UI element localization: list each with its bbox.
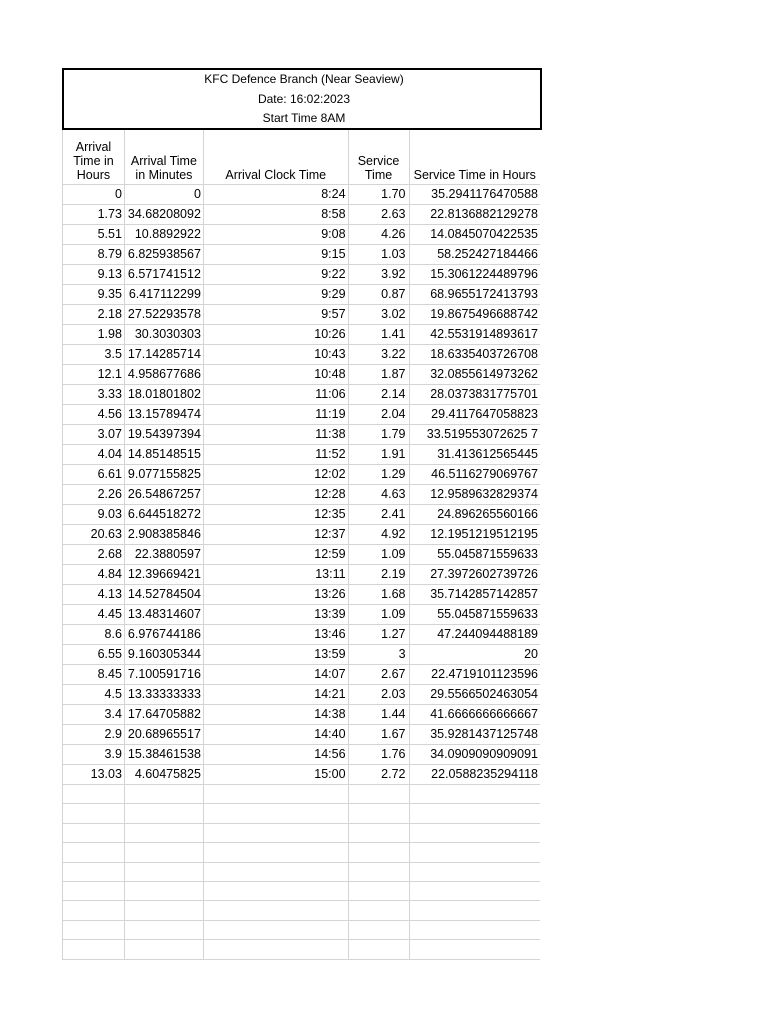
empty-cell[interactable] [348,843,409,862]
table-row [63,205,541,225]
table-row [63,585,541,605]
table-cell[interactable]: 14.0845070422535 [409,225,540,245]
table-cell[interactable]: 9:08 [203,225,348,245]
empty-cell[interactable] [409,843,540,862]
table-cell[interactable]: 29.5566502463054 [409,685,540,705]
table-cell[interactable]: 9.077155825 [124,465,203,485]
title-block [62,68,542,130]
table-row [63,325,541,345]
table-row [63,445,541,465]
branch-title: KFC Defence Branch (Near Seaview) [204,72,404,86]
table-cell[interactable]: 14:21 [203,685,348,705]
table-cell[interactable]: 14:40 [203,725,348,745]
table-row [63,545,541,565]
table-cell[interactable]: 24.896265560166 [409,505,540,525]
table-cell[interactable]: 2.9 [63,725,125,745]
table-cell[interactable]: 3.92 [348,265,409,285]
table-row [63,405,541,425]
table-cell[interactable]: 20.63 [63,525,125,545]
empty-cell[interactable] [203,920,348,939]
table-cell[interactable]: 3.4 [63,705,125,725]
table-cell[interactable]: 9.03 [63,505,125,525]
column-header[interactable]: Service Time in Hours [409,127,540,185]
table-cell[interactable]: 0 [63,185,125,205]
empty-cell[interactable] [203,862,348,881]
table-cell[interactable]: 13:46 [203,625,348,645]
header-row [63,127,541,185]
table-cell[interactable]: 1.70 [348,185,409,205]
table-cell[interactable]: 12.39669421 [124,565,203,585]
table-cell[interactable]: 42.5531914893617 [409,325,540,345]
table-cell[interactable]: 8:24 [203,185,348,205]
column-header[interactable]: Arrival Time in Minutes [124,127,203,185]
table-cell[interactable]: 1.27 [348,625,409,645]
empty-cell[interactable] [409,823,540,842]
table-cell[interactable]: 68.9655172413793 [409,285,540,305]
table-cell[interactable]: 3.5 [63,345,125,365]
table-cell[interactable]: 2.63 [348,205,409,225]
empty-cell[interactable] [203,843,348,862]
table-cell[interactable]: 2.41 [348,505,409,525]
table-cell[interactable]: 5.51 [63,225,125,245]
table-row [63,725,541,745]
table-cell[interactable]: 32.0855614973262 [409,365,540,385]
table-cell[interactable]: 0 [124,185,203,205]
empty-cell[interactable] [348,940,409,959]
empty-cell[interactable] [63,785,125,804]
table-cell[interactable]: 19.54397394 [124,425,203,445]
table-cell[interactable]: 6.55 [63,645,125,665]
table-cell[interactable]: 1.29 [348,465,409,485]
table-cell[interactable]: 10:26 [203,325,348,345]
table-row [63,425,541,445]
table-cell[interactable]: 17.64705882 [124,705,203,725]
table-row [63,345,541,365]
empty-cell[interactable] [63,843,125,862]
table-cell[interactable]: 13.15789474 [124,405,203,425]
empty-cell[interactable] [348,901,409,920]
empty-cell[interactable] [124,823,203,842]
table-cell[interactable]: 2.67 [348,665,409,685]
empty-cell[interactable] [124,901,203,920]
empty-cell[interactable] [124,804,203,823]
empty-cell[interactable] [63,804,125,823]
table-cell[interactable]: 41.6666666666667 [409,705,540,725]
table-cell[interactable]: 12:35 [203,505,348,525]
table-cell[interactable]: 58.252427184466 [409,245,540,265]
table-cell[interactable]: 13.33333333 [124,685,203,705]
table-row [63,465,541,485]
table-cell[interactable]: 35.7142857142857 [409,585,540,605]
table-cell[interactable]: 11:52 [203,445,348,465]
table-cell[interactable]: 47.244094488189 [409,625,540,645]
empty-row [63,785,541,804]
table-cell[interactable]: 4.26 [348,225,409,245]
table-cell[interactable]: 3.02 [348,305,409,325]
empty-row [63,920,541,939]
table-cell[interactable]: 15.3061224489796 [409,265,540,285]
empty-cell[interactable] [409,804,540,823]
table-cell[interactable]: 31.413612565445 [409,445,540,465]
empty-cell[interactable] [124,940,203,959]
table-cell[interactable]: 8.6 [63,625,125,645]
empty-cell[interactable] [124,881,203,900]
empty-row [63,940,541,959]
empty-cell[interactable] [203,881,348,900]
date-label: Date: 16:02:2023 [257,92,351,106]
table-row [63,285,541,305]
empty-cell[interactable] [203,901,348,920]
table-cell[interactable]: 1.09 [348,605,409,625]
table-cell[interactable]: 1.68 [348,585,409,605]
table-cell[interactable]: 4.04 [63,445,125,465]
table-cell[interactable]: 9.160305344 [124,645,203,665]
table-cell[interactable]: 13:59 [203,645,348,665]
empty-cell[interactable] [124,920,203,939]
table-cell[interactable]: 13.48314607 [124,605,203,625]
data-table [62,126,540,960]
table-cell[interactable]: 35.9281437125748 [409,725,540,745]
table-cell[interactable]: 22.4719101123596 [409,665,540,685]
table-cell[interactable]: 6.644518272 [124,505,203,525]
table-cell[interactable]: 11:06 [203,385,348,405]
table-cell[interactable]: 2.26 [63,485,125,505]
table-cell[interactable]: 3.22 [348,345,409,365]
empty-cell[interactable] [203,785,348,804]
table-cell[interactable]: 17.14285714 [124,345,203,365]
table-cell[interactable]: 10:48 [203,365,348,385]
table-row [63,265,541,285]
table-cell[interactable]: 9:29 [203,285,348,305]
empty-cell[interactable] [409,881,540,900]
table-cell[interactable]: 55.045871559633 [409,605,540,625]
table-cell[interactable]: 2.18 [63,305,125,325]
table-row [63,665,541,685]
table-row [63,745,541,765]
table-cell[interactable]: 13:39 [203,605,348,625]
table-cell[interactable]: 8:58 [203,205,348,225]
empty-cell[interactable] [63,823,125,842]
table-cell[interactable]: 10:43 [203,345,348,365]
table-row [63,685,541,705]
table-cell[interactable]: 12.9589632829374 [409,485,540,505]
table-row [63,565,541,585]
table-cell[interactable]: 29.4117647058823 [409,405,540,425]
table-cell[interactable]: 27.52293578 [124,305,203,325]
table-cell[interactable]: 2.04 [348,405,409,425]
table-cell[interactable]: 28.0373831775701 [409,385,540,405]
table-cell[interactable]: 15.38461538 [124,745,203,765]
empty-cell[interactable] [348,804,409,823]
table-cell[interactable]: 2.19 [348,565,409,585]
table-cell[interactable]: 3.33 [63,385,125,405]
empty-row [63,881,541,900]
table-cell[interactable]: 4.84 [63,565,125,585]
empty-cell[interactable] [203,804,348,823]
table-row [63,625,541,645]
table-cell[interactable]: 4.60475825 [124,765,203,785]
table-cell[interactable]: 2.72 [348,765,409,785]
empty-cell[interactable] [63,901,125,920]
empty-row [63,901,541,920]
table-cell[interactable]: 1.91 [348,445,409,465]
empty-cell[interactable] [63,881,125,900]
table-cell[interactable]: 2.908385846 [124,525,203,545]
table-cell[interactable]: 6.571741512 [124,265,203,285]
table-cell[interactable]: 55.045871559633 [409,545,540,565]
table-row [63,305,541,325]
table-row [63,225,541,245]
empty-cell[interactable] [124,862,203,881]
table-cell[interactable]: 6.976744186 [124,625,203,645]
table-cell[interactable]: 4.56 [63,405,125,425]
table-cell[interactable]: 14:07 [203,665,348,685]
empty-cell[interactable] [409,920,540,939]
table-cell[interactable]: 3 [348,645,409,665]
table-cell[interactable]: 9:57 [203,305,348,325]
table-cell[interactable]: 1.76 [348,745,409,765]
table-row [63,765,541,785]
table-cell[interactable]: 14:38 [203,705,348,725]
empty-cell[interactable] [124,785,203,804]
column-header[interactable]: Arrival Clock Time [203,127,348,185]
empty-cell[interactable] [409,785,540,804]
table-cell[interactable]: 7.100591716 [124,665,203,685]
table-cell[interactable]: 6.61 [63,465,125,485]
table-cell[interactable]: 6.825938567 [124,245,203,265]
table-cell[interactable]: 13:11 [203,565,348,585]
table-cell[interactable]: 30.3030303 [124,325,203,345]
table-cell[interactable]: 2.03 [348,685,409,705]
table-row [63,185,541,205]
empty-cell[interactable] [348,785,409,804]
table-row [63,525,541,545]
table-cell[interactable]: 13:26 [203,585,348,605]
empty-cell[interactable] [409,862,540,881]
table-cell[interactable]: 1.67 [348,725,409,745]
table-cell[interactable]: 27.3972602739726 [409,565,540,585]
table-cell[interactable]: 8.79 [63,245,125,265]
table-cell[interactable]: 9.35 [63,285,125,305]
empty-cell[interactable] [348,881,409,900]
table-cell[interactable]: 9:22 [203,265,348,285]
table-row [63,505,541,525]
table-cell[interactable]: 15:00 [203,765,348,785]
table-cell[interactable]: 4.63 [348,485,409,505]
table-cell[interactable]: 20.68965517 [124,725,203,745]
table-cell[interactable]: 1.44 [348,705,409,725]
table-cell[interactable]: 4.958677686 [124,365,203,385]
empty-row [63,804,541,823]
empty-cell[interactable] [203,940,348,959]
table-cell[interactable]: 14:56 [203,745,348,765]
table-cell[interactable]: 9.13 [63,265,125,285]
table-row [63,485,541,505]
table-cell[interactable]: 3.07 [63,425,125,445]
table-cell[interactable]: 2.68 [63,545,125,565]
table-cell[interactable]: 33.519553072625 7 [409,425,540,445]
start-time-label: Start Time 8AM [262,111,346,125]
table-cell[interactable]: 34.0909090909091 [409,745,540,765]
empty-row [63,823,541,842]
empty-cell[interactable] [409,901,540,920]
table-cell[interactable]: 35.2941176470588 [409,185,540,205]
table-cell[interactable]: 22.0588235294118 [409,765,540,785]
table-row [63,385,541,405]
empty-cell[interactable] [203,823,348,842]
empty-cell[interactable] [348,920,409,939]
table-cell[interactable]: 34.68208092 [124,205,203,225]
table-cell[interactable]: 4.13 [63,585,125,605]
table-cell[interactable]: 0.87 [348,285,409,305]
table-cell[interactable]: 3.9 [63,745,125,765]
table-cell[interactable]: 22.8136882129278 [409,205,540,225]
table-cell[interactable]: 4.92 [348,525,409,545]
table-cell[interactable]: 10.8892922 [124,225,203,245]
table-cell[interactable]: 18.01801802 [124,385,203,405]
table-cell[interactable]: 14.85148515 [124,445,203,465]
table-cell[interactable]: 6.417112299 [124,285,203,305]
empty-cell[interactable] [63,940,125,959]
table-cell[interactable]: 22.3880597 [124,545,203,565]
table-cell[interactable]: 2.14 [348,385,409,405]
table-cell[interactable]: 1.73 [63,205,125,225]
table-cell[interactable]: 1.79 [348,425,409,445]
table-cell[interactable]: 1.98 [63,325,125,345]
table-cell[interactable]: 1.87 [348,365,409,385]
table-cell[interactable]: 8.45 [63,665,125,685]
table-cell[interactable]: 12:37 [203,525,348,545]
table-row [63,705,541,725]
empty-cell[interactable] [63,920,125,939]
table-cell[interactable]: 12:02 [203,465,348,485]
table-row [63,245,541,265]
empty-row [63,843,541,862]
table-cell[interactable]: 9:15 [203,245,348,265]
table-row [63,645,541,665]
table-cell[interactable]: 14.52784504 [124,585,203,605]
table-cell[interactable]: 12:28 [203,485,348,505]
table-cell[interactable]: 12.1951219512195 [409,525,540,545]
empty-cell[interactable] [63,862,125,881]
table-cell[interactable]: 18.6335403726708 [409,345,540,365]
table-cell[interactable]: 4.45 [63,605,125,625]
table-cell[interactable]: 12:59 [203,545,348,565]
table-cell[interactable]: 1.09 [348,545,409,565]
column-header[interactable]: Service Time [348,127,409,185]
table-cell[interactable]: 20 [409,645,540,665]
table-cell[interactable]: 1.03 [348,245,409,265]
empty-cell[interactable] [348,862,409,881]
table-cell[interactable]: 4.5 [63,685,125,705]
empty-row [63,862,541,881]
table-cell[interactable]: 11:19 [203,405,348,425]
table-cell[interactable]: 13.03 [63,765,125,785]
table-cell[interactable]: 12.1 [63,365,125,385]
table-row [63,365,541,385]
table-cell[interactable]: 19.8675496688742 [409,305,540,325]
table-cell[interactable]: 1.41 [348,325,409,345]
table-cell[interactable]: 11:38 [203,425,348,445]
column-header[interactable]: Arrival Time in Hours [63,127,125,185]
empty-cell[interactable] [348,823,409,842]
empty-cell[interactable] [409,940,540,959]
table-cell[interactable]: 46.5116279069767 [409,465,540,485]
table-row [63,605,541,625]
table-cell[interactable]: 26.54867257 [124,485,203,505]
empty-cell[interactable] [124,843,203,862]
